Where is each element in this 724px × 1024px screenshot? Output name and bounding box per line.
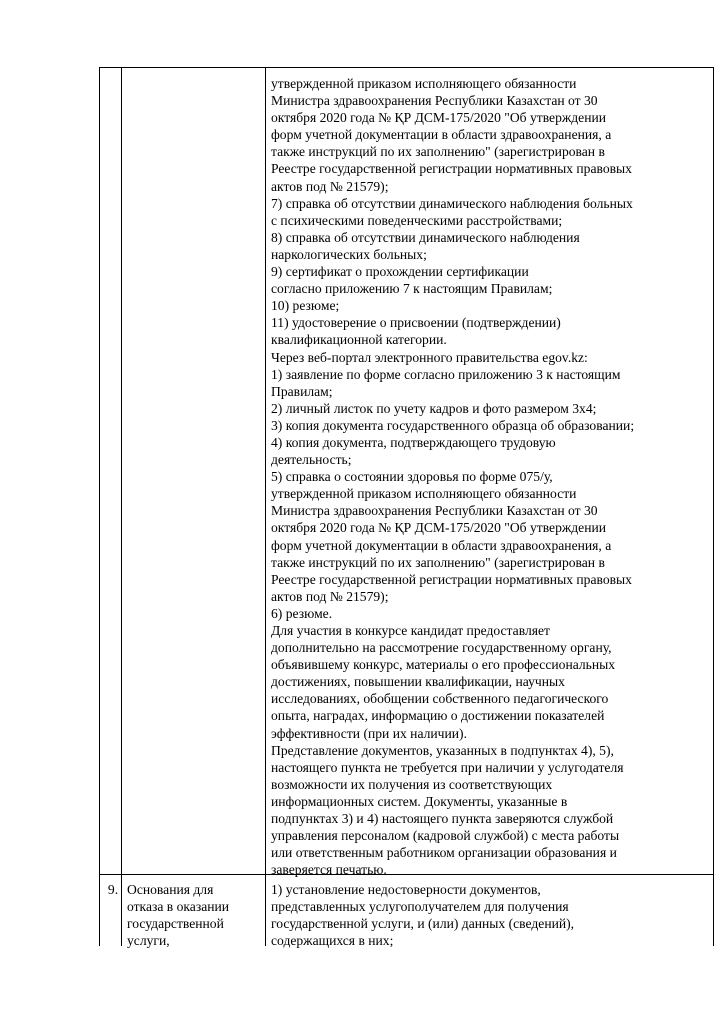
text-line: утвержденной приказом исполняющего обязанности bbox=[271, 76, 577, 91]
text-line: информационных систем. Документы, указанные в bbox=[271, 793, 568, 809]
text-line: 3) копия документа государственного образца об образовании; bbox=[271, 417, 635, 433]
text-line: государственной bbox=[127, 916, 224, 932]
text-line: дополнительно на рассмотрение государственному органу, bbox=[271, 640, 612, 656]
text-line: 1) установление недостоверности документов, bbox=[271, 882, 541, 897]
text-line: 10) резюме; bbox=[271, 298, 340, 314]
text-line: отказа в оказании bbox=[127, 899, 230, 915]
text-line: Правилам; bbox=[271, 383, 333, 399]
table-border-top bbox=[99, 67, 714, 68]
text-line: объявившему конкурс, материалы о его профессиональных bbox=[271, 657, 616, 673]
refusal-grounds-cell bbox=[271, 881, 711, 949]
text-line: Основания для bbox=[127, 882, 214, 897]
text-line: подпунктах 3) и 4) настоящего пункта заверяются службой bbox=[271, 811, 614, 827]
text-line: наркологических больных; bbox=[271, 246, 427, 262]
text-line: 8) справка об отсутствии динамического наблюдения bbox=[271, 229, 580, 245]
text-line: актов под № 21579); bbox=[271, 178, 389, 194]
text-line: настоящего пункта не требуется при наличии у услугодателя bbox=[271, 759, 624, 775]
text-line: 2) личный листок по учету кадров и фото размером 3х4; bbox=[271, 400, 597, 416]
table-border-left bbox=[99, 67, 100, 946]
text-line: также инструкций по их заполнению" (зарегистрирован в bbox=[271, 554, 605, 570]
text-line: согласно приложению 7 к настоящим Правилам; bbox=[271, 281, 553, 297]
text-line: содержащихся в них; bbox=[271, 933, 394, 949]
text-line: эффективности (при их наличии). bbox=[271, 725, 467, 741]
text-line: управления персоналом (кадровой службой) с места работы bbox=[271, 828, 620, 844]
text-line: услуги, bbox=[127, 933, 170, 949]
text-line: возможности их получения из соответствующих bbox=[271, 776, 553, 792]
text-line: Для участия в конкурсе кандидат предоставляет bbox=[271, 623, 550, 638]
text-line: Через веб-портал электронного правительства egov.kz: bbox=[271, 349, 588, 365]
text-line: квалификационной категории. bbox=[271, 332, 447, 348]
text-line: опыта, наградах, информацию о достижении показателей bbox=[271, 708, 605, 724]
table-border-col2 bbox=[265, 67, 266, 946]
text-line: 4) копия документа, подтверждающего трудовую bbox=[271, 434, 556, 450]
text-line: 9) сертификат о прохождении сертификации bbox=[271, 264, 529, 280]
text-line: 11) удостоверение о присвоении (подтверждении) bbox=[271, 315, 561, 331]
text-line: с психическими поведенческими расстройствами; bbox=[271, 212, 563, 228]
text-line: заверяется печатью. bbox=[271, 862, 387, 878]
text-line: 1) заявление по форме согласно приложению 3 к настоящим bbox=[271, 366, 621, 382]
text-line: Министра здравоохранения Республики Казахстан от 30 bbox=[271, 503, 598, 519]
text-line: также инструкций по их заполнению" (зарегистрирован в bbox=[271, 144, 605, 160]
text-line: Реестре государственной регистрации нормативных правовых bbox=[271, 161, 632, 177]
text-line: Реестре государственной регистрации нормативных правовых bbox=[271, 571, 632, 587]
documents-list-cell bbox=[271, 75, 711, 878]
text-line: октября 2020 года № ҚР ДСМ-175/2020 "Об утверждении bbox=[271, 520, 607, 536]
text-line: Министра здравоохранения Республики Казахстан от 30 bbox=[271, 93, 598, 109]
text-line: форм учетной документации в области здравоохранения, а bbox=[271, 537, 612, 553]
row-number: 9. bbox=[107, 882, 119, 897]
text-line: достижениях, повышении квалификации, научных bbox=[271, 674, 565, 690]
table-border-col1 bbox=[121, 67, 122, 946]
text-line: утвержденной приказом исполняющего обязанности bbox=[271, 486, 577, 502]
row-name-cell bbox=[127, 881, 262, 949]
text-line: или ответственным работником организации образования и bbox=[271, 845, 617, 861]
table-border-right bbox=[713, 67, 714, 946]
text-line: актов под № 21579); bbox=[271, 588, 389, 604]
text-line: октября 2020 года № ҚР ДСМ-175/2020 "Об утверждении bbox=[271, 110, 607, 126]
text-line: представленных услугополучателем для получения bbox=[271, 899, 569, 915]
text-line: 7) справка об отсутствии динамического наблюдения больных bbox=[271, 195, 633, 211]
text-line: 6) резюме. bbox=[271, 605, 333, 621]
text-line: форм учетной документации в области здравоохранения, а bbox=[271, 127, 612, 143]
text-line: исследованиях, обобщении собственного педагогического bbox=[271, 691, 609, 707]
text-line: 5) справка о состоянии здоровья по форме 075/у, bbox=[271, 469, 553, 485]
text-line: государственной услуги, и (или) данных (сведений), bbox=[271, 916, 575, 932]
text-line: деятельность; bbox=[271, 452, 352, 468]
text-line: Представление документов, указанных в подпунктах 4), 5), bbox=[271, 742, 614, 758]
